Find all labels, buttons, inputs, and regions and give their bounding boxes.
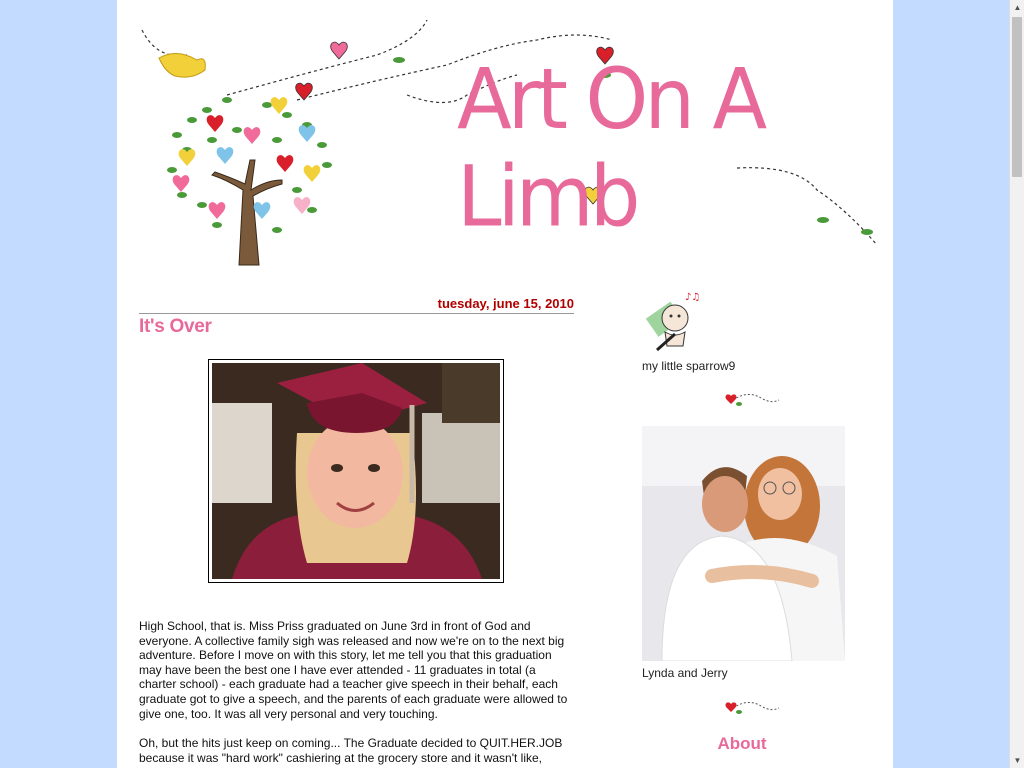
couple-photo[interactable] (642, 426, 845, 661)
post-paragraph: High School, that is. Miss Priss graduated on June 3rd in front of God and everyone. A collective family sigh was released and now we're on to the next big adventure. Before I move on with this story, let me tell you that this graduation may have been the best one I have ever attended - 11 graduates in total (a charter school) - each graduate had a teacher give speech in their behalf, each graduate got to give a speech, and the parents of each graduate were allowed to give one, too. It was all very personal and very touching. (139, 619, 568, 721)
post-title[interactable]: It's Over (139, 316, 212, 337)
scrollbar-thumb[interactable] (1012, 17, 1022, 177)
about-heading: About (717, 734, 767, 753)
post-body (139, 619, 574, 768)
profile-caption: my little sparrow9 (642, 359, 736, 373)
svg-text:♪♫: ♪♫ (685, 292, 701, 303)
heart-vine-divider-icon (723, 698, 781, 718)
post-date: tuesday, june 15, 2010 (139, 296, 574, 314)
arrow-up-icon[interactable]: ▲ (1013, 3, 1022, 12)
heart-vine-divider-icon (723, 390, 781, 410)
couple-caption: Lynda and Jerry (642, 666, 728, 680)
blog-header[interactable] (117, 0, 893, 280)
bird-icon (159, 53, 205, 77)
graduation-photo[interactable] (208, 359, 504, 583)
arrow-down-icon[interactable]: ▼ (1013, 756, 1022, 765)
graduation-photo-image (212, 363, 500, 579)
vertical-scrollbar[interactable] (1009, 0, 1024, 768)
sparrow-avatar-icon[interactable] (645, 290, 705, 354)
blog-page (117, 0, 893, 768)
post-paragraph: Oh, but the hits just keep on coming... The Graduate decided to QUIT.HER.JOB because it was "hard work" cashiering at the grocery store and it wasn't like, (139, 736, 563, 765)
blog-title: Art On A Limb (457, 50, 764, 246)
